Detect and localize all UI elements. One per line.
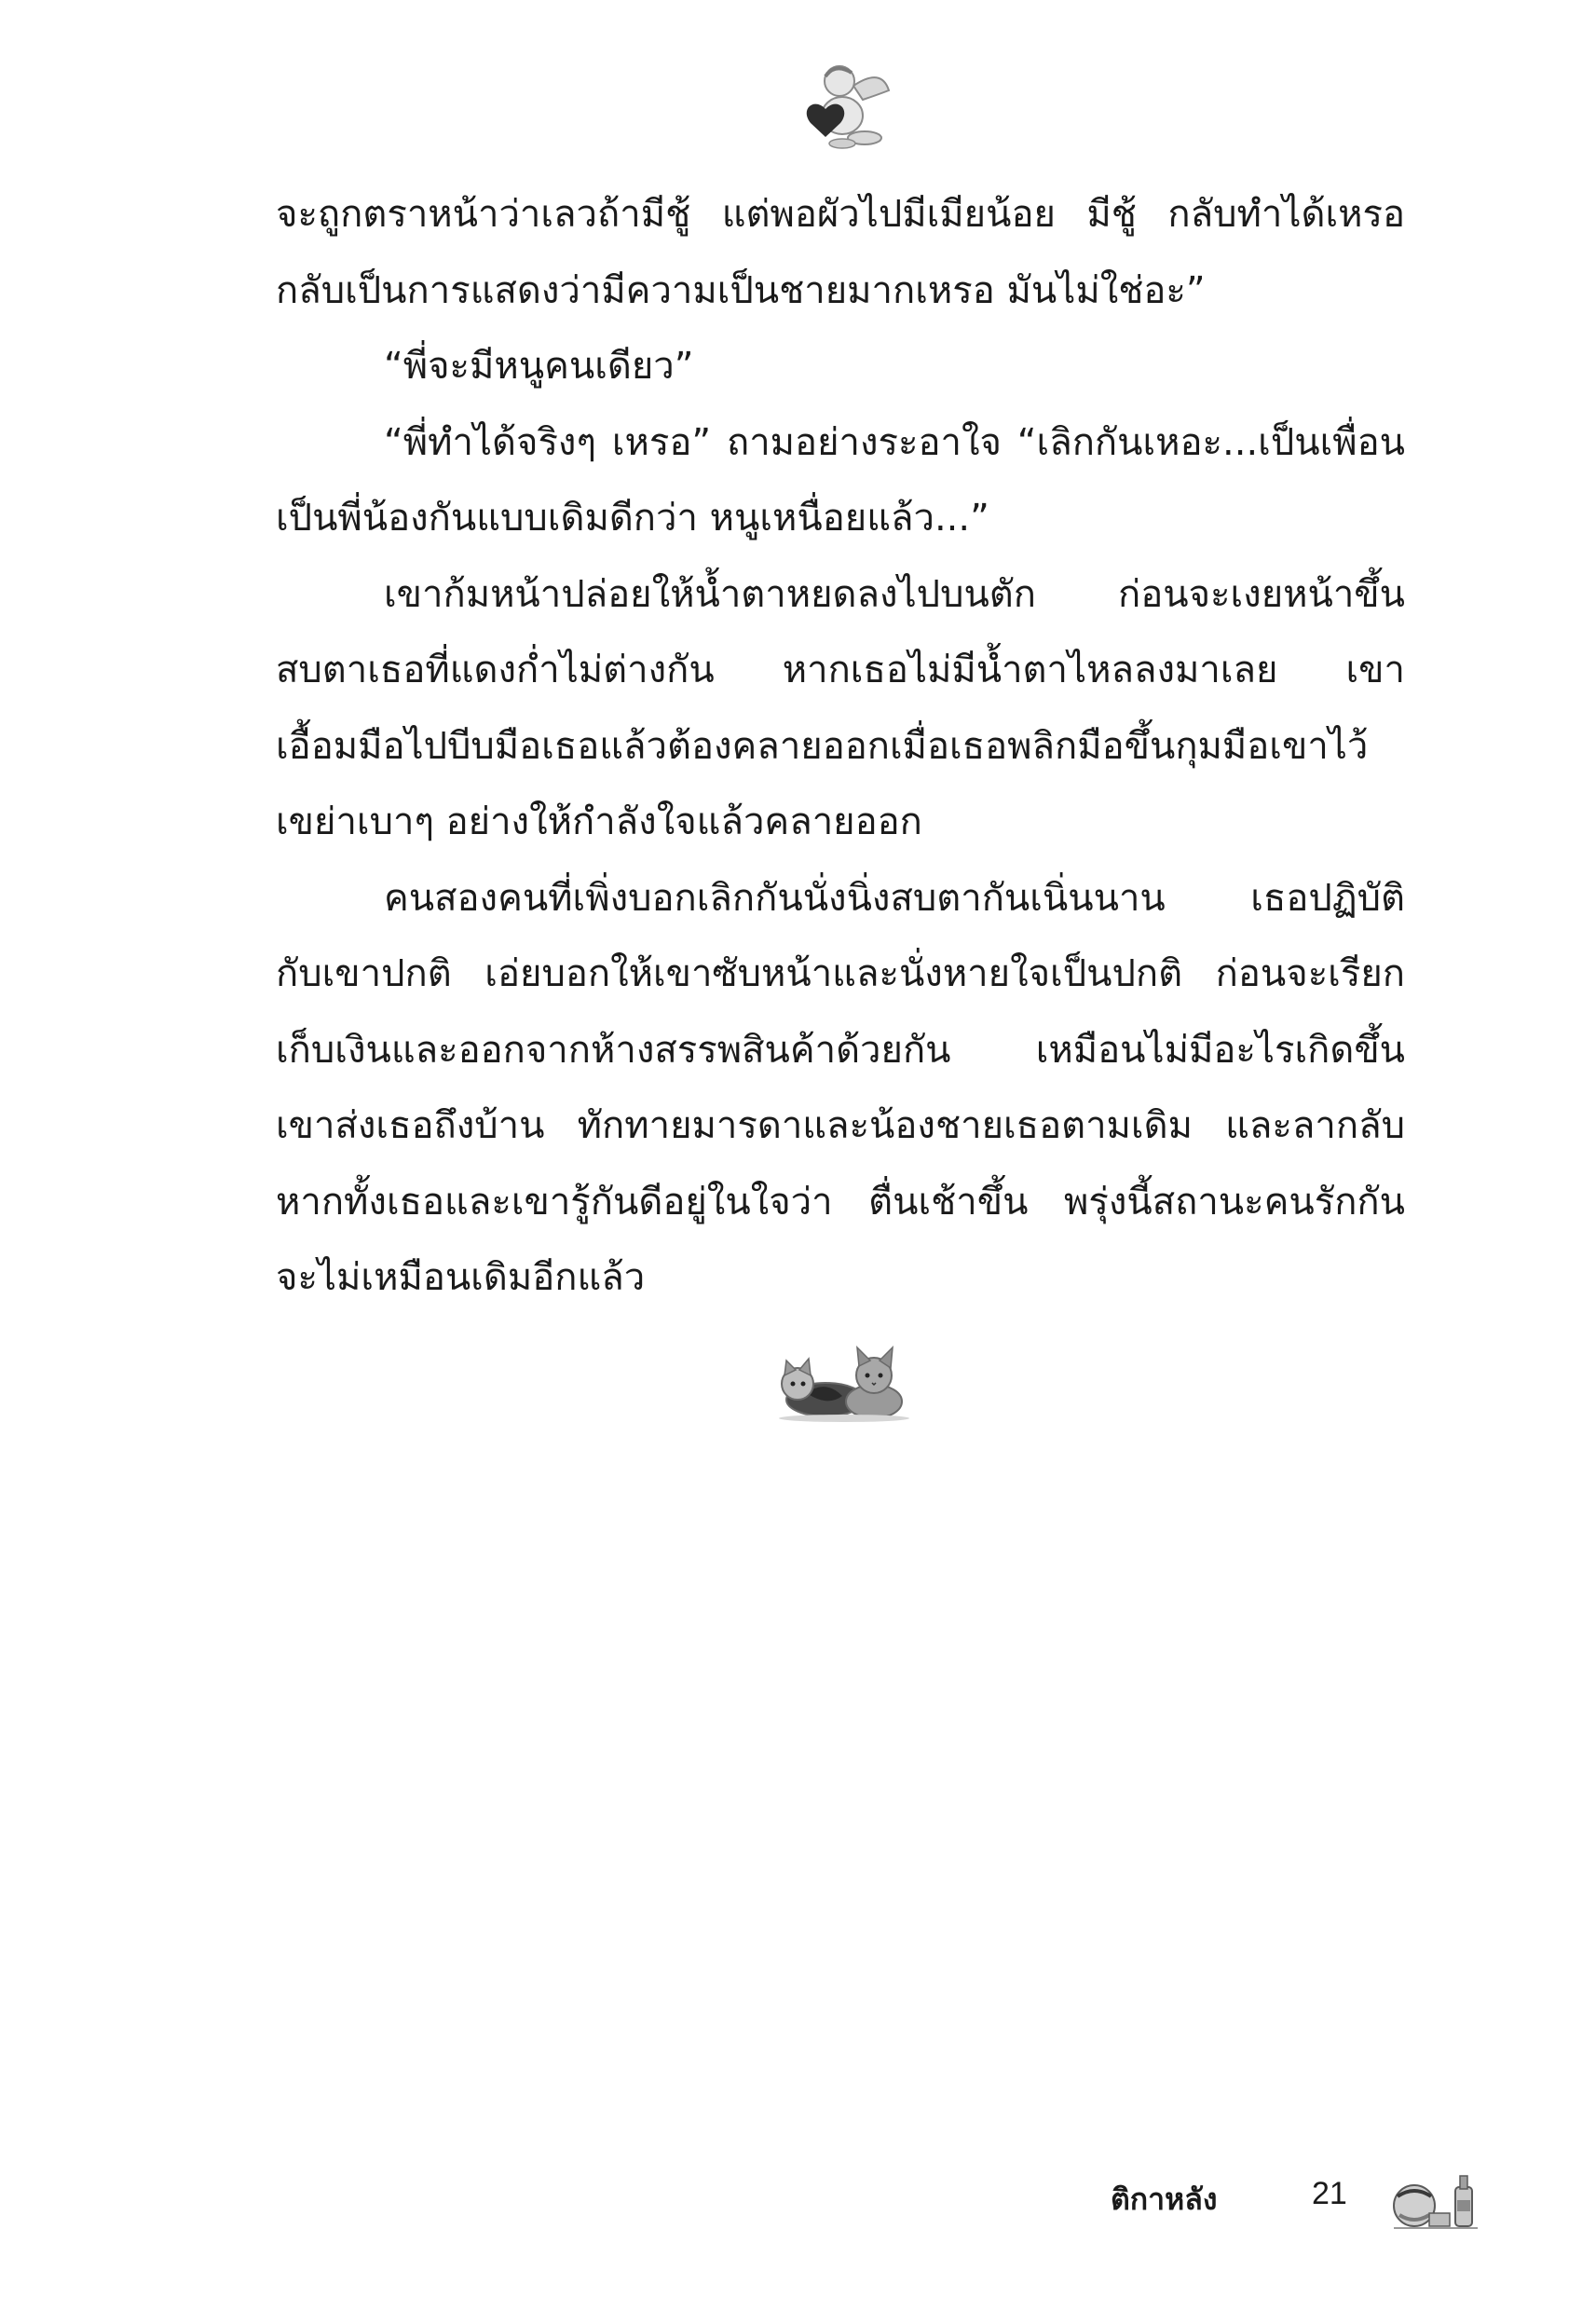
text-line: จะถูกตราหน้าว่าเลวถ้ามีชู้ แต่พอผัวไปมีเมียน้อย มีชู้ กลับทำได้เหรอ [276, 193, 1405, 236]
text-line: เขาส่งเธอถึงบ้าน ทักทายมารดาและน้องชายเธอตามเดิม และลากลับ [276, 1104, 1405, 1147]
page-footer [1071, 2167, 1509, 2232]
cupid-with-heart-icon [788, 58, 900, 151]
footer-title: ติกาหลัง [1111, 2181, 1218, 2217]
text-line: กับเขาปกติ เอ่ยบอกให้เขาซับหน้าและนั่งหายใจเป็นปกติ ก่อนจะเรียก [276, 952, 1405, 995]
text-line: เก็บเงินและออกจากห้างสรรพสินค้าด้วยกัน เหมือนไม่มีอะไรเกิดขึ้น [276, 1028, 1405, 1072]
body-text [276, 177, 1405, 1317]
text-line: สบตาเธอที่แดงก่ำไม่ต่างกัน หากเธอไม่มีน้ำตาไหลลงมาเลย เขา [276, 649, 1405, 691]
two-cats-icon [770, 1342, 909, 1424]
text-line: “พี่ทำได้จริงๆ เหรอ” ถามอย่างระอาใจ “เลิกกันเหอะ...เป็นเพื่อน [384, 420, 1405, 464]
text-line: จะไม่เหมือนเดิมอีกแล้ว [276, 1256, 646, 1299]
text-line: หากทั้งเธอและเขารู้กันดีอยู่ในใจว่า ตื่นเช้าขึ้น พรุ่งนี้สถานะคนรักกัน [276, 1180, 1405, 1224]
text-line: คนสองคนที่เพิ่งบอกเลิกกันนั่งนิ่งสบตากันเนิ่นนาน เธอปฏิบัติ [384, 876, 1405, 920]
text-line: “พี่จะมีหนูคนเดียว” [384, 345, 694, 388]
text-line: กลับเป็นการแสดงว่ามีความเป็นชายมากเหรอ มันไม่ใช่อะ” [276, 268, 1206, 312]
page-number: 21 [1312, 2176, 1347, 2211]
text-line: เขาก้มหน้าปล่อยให้น้ำตาหยดลงไปบนตัก ก่อนจะเงยหน้าขึ้น [384, 572, 1405, 616]
text-line: เอื้อมมือไปบีบมือเธอแล้วต้องคลายออกเมื่อเธอพลิกมือขึ้นกุมมือเขาไว้ [276, 724, 1369, 768]
text-line: เขย่าเบาๆ อย่างให้กำลังใจแล้วคลายออก [276, 800, 922, 843]
text-line: เป็นพี่น้องกันแบบเดิมดีกว่า หนูเหนื่อยแล้ว...” [276, 497, 989, 540]
beach-ball-and-bottle-icon [1388, 2167, 1481, 2232]
